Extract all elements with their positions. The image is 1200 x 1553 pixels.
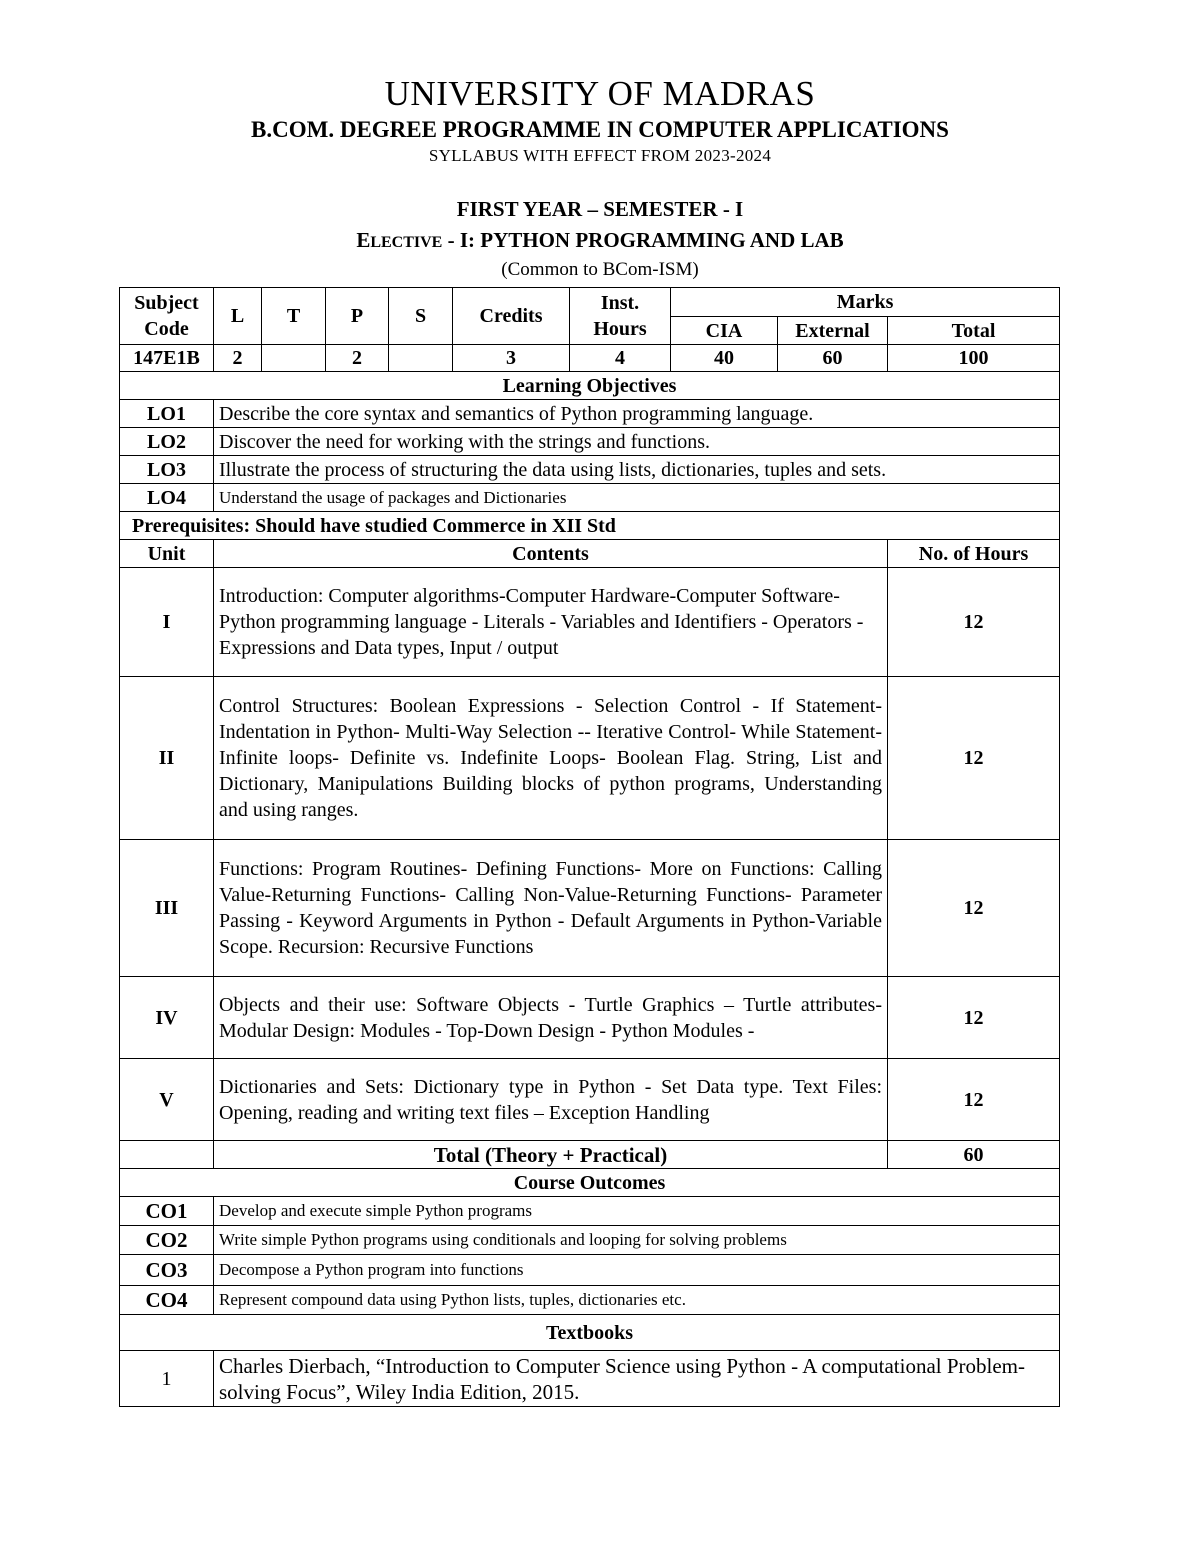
unit-number: I (120, 568, 214, 677)
co-row (120, 1286, 1060, 1315)
unit-content: Control Structures: Boolean Expressions - Selection Control - If Statement- Indentation in Python- Multi-Way Selection -- Iterative Control- While Statement- Infinite loops- Definite vs. Indefinite Loops- Boolean Flag. String, List and Dictionary, Manipulations Building blocks of python programs, Understanding and using ranges. (214, 677, 888, 840)
external-value: 60 (778, 345, 888, 372)
lo-code: LO2 (120, 428, 214, 456)
elective-heading (0, 228, 1200, 255)
co-text: Represent compound data using Python lists, tuples, dictionaries etc. (214, 1286, 1060, 1315)
s-value (389, 345, 453, 372)
textbooks-title: Textbooks (120, 1315, 1060, 1351)
common-note: (Common to BCom-ISM) (501, 259, 699, 280)
co-text: Decompose a Python program into functions (214, 1255, 1060, 1286)
year-semester-heading: FIRST YEAR – SEMESTER - I (456, 197, 744, 221)
t-value (262, 345, 326, 372)
credits-header: Credits (453, 288, 570, 345)
cia-header: CIA (671, 317, 778, 345)
elective-title: - I: PYTHON PROGRAMMING AND LAB (442, 228, 844, 252)
unit-row (120, 840, 1060, 977)
syllabus-effect-line: SYLLABUS WITH EFFECT FROM 2023-2024 (428, 146, 772, 165)
unit-header: Unit (120, 540, 214, 568)
lo-row (120, 456, 1060, 484)
co-code: CO3 (120, 1255, 214, 1286)
co-code: CO4 (120, 1286, 214, 1315)
total-blank-cell (120, 1141, 214, 1169)
learning-objectives-title: Learning Objectives (120, 372, 1060, 400)
unit-content: Objects and their use: Software Objects - Turtle Graphics – Turtle attributes-Modular Design: Modules - Top-Down Design - Python Modules - (214, 977, 888, 1059)
unit-number: III (120, 840, 214, 977)
s-header: S (389, 288, 453, 345)
textbook-text: Charles Dierbach, “Introduction to Computer Science using Python - A computational Problem-solving Focus”, Wiley India Edition, 2015. (214, 1351, 1060, 1407)
co-row (120, 1197, 1060, 1226)
course-outcomes-title-row (120, 1169, 1060, 1197)
co-text: Develop and execute simple Python programs (214, 1197, 1060, 1226)
lo-code: LO1 (120, 400, 214, 428)
t-header: T (262, 288, 326, 345)
lo-row (120, 428, 1060, 456)
textbook-row (120, 1351, 1060, 1407)
total-hours-row (120, 1141, 1060, 1169)
unit-number: II (120, 677, 214, 840)
lo-text: Discover the need for working with the strings and functions. (214, 428, 1060, 456)
textbooks-title-row (120, 1315, 1060, 1351)
unit-hours: 12 (888, 840, 1060, 977)
unit-content: Dictionaries and Sets: Dictionary type in Python - Set Data type. Text Files: Opening, reading and writing text files – Exception Handling (214, 1059, 888, 1141)
total-label: Total (Theory + Practical) (214, 1141, 888, 1169)
contents-header: Contents (214, 540, 888, 568)
prerequisites-row (120, 512, 1060, 540)
lo-row (120, 400, 1060, 428)
unit-content: Introduction: Computer algorithms-Computer Hardware-Computer Software-Python programming language - Literals - Variables and Identifiers - Operators - Expressions and Data types, Input / output (214, 568, 888, 677)
syllabus-table (119, 287, 1060, 1407)
units-header-row (120, 540, 1060, 568)
l-value: 2 (214, 345, 262, 372)
unit-row (120, 677, 1060, 840)
subject-code-value: 147E1B (120, 345, 214, 372)
co-text: Write simple Python programs using conditionals and looping for solving problems (214, 1226, 1060, 1255)
unit-hours: 12 (888, 1059, 1060, 1141)
external-header: External (778, 317, 888, 345)
unit-hours: 12 (888, 568, 1060, 677)
total-value: 100 (888, 345, 1060, 372)
elective-prefix-small: LECTIVE (370, 234, 443, 251)
inst-hours-value: 4 (570, 345, 671, 372)
course-values-row (120, 345, 1060, 372)
cia-value: 40 (671, 345, 778, 372)
university-title: UNIVERSITY OF MADRAS (384, 74, 816, 113)
unit-number: IV (120, 977, 214, 1059)
textbook-number: 1 (120, 1351, 214, 1407)
unit-row (120, 568, 1060, 677)
programme-title: B.COM. DEGREE PROGRAMME IN COMPUTER APPLICATIONS (251, 117, 949, 142)
prerequisites: Prerequisites: Should have studied Commerce in XII Std (120, 512, 1060, 540)
lo-row (120, 484, 1060, 512)
unit-content: Functions: Program Routines- Defining Functions- More on Functions: Calling Value-Returning Functions- Calling Non-Value-Returning Functions- Parameter Passing - Keyword Arguments in Python - Default Arguments in Python-Variable Scope. Recursion: Recursive Functions (214, 840, 888, 977)
lo-text: Describe the core syntax and semantics of Python programming language. (214, 400, 1060, 428)
course-header-row (120, 288, 1060, 317)
unit-row (120, 977, 1060, 1059)
hours-header: No. of Hours (888, 540, 1060, 568)
unit-hours: 12 (888, 977, 1060, 1059)
co-row (120, 1226, 1060, 1255)
course-outcomes-title: Course Outcomes (120, 1169, 1060, 1197)
lo-text: Understand the usage of packages and Dictionaries (214, 484, 1060, 512)
unit-number: V (120, 1059, 214, 1141)
lo-text: Illustrate the process of structuring the data using lists, dictionaries, tuples and sets. (214, 456, 1060, 484)
p-header: P (326, 288, 389, 345)
inst-hours-header: Inst. Hours (570, 288, 671, 345)
elective-prefix-cap: E (356, 228, 371, 252)
co-code: CO2 (120, 1226, 214, 1255)
l-header: L (214, 288, 262, 345)
credits-value: 3 (453, 345, 570, 372)
unit-hours: 12 (888, 677, 1060, 840)
lo-code: LO3 (120, 456, 214, 484)
total-hours: 60 (888, 1141, 1060, 1169)
co-code: CO1 (120, 1197, 214, 1226)
total-header: Total (888, 317, 1060, 345)
unit-row (120, 1059, 1060, 1141)
lo-code: LO4 (120, 484, 214, 512)
subject-code-header: Subject Code (120, 288, 214, 345)
co-row (120, 1255, 1060, 1286)
p-value: 2 (326, 345, 389, 372)
learning-objectives-title-row (120, 372, 1060, 400)
marks-header: Marks (671, 288, 1060, 317)
